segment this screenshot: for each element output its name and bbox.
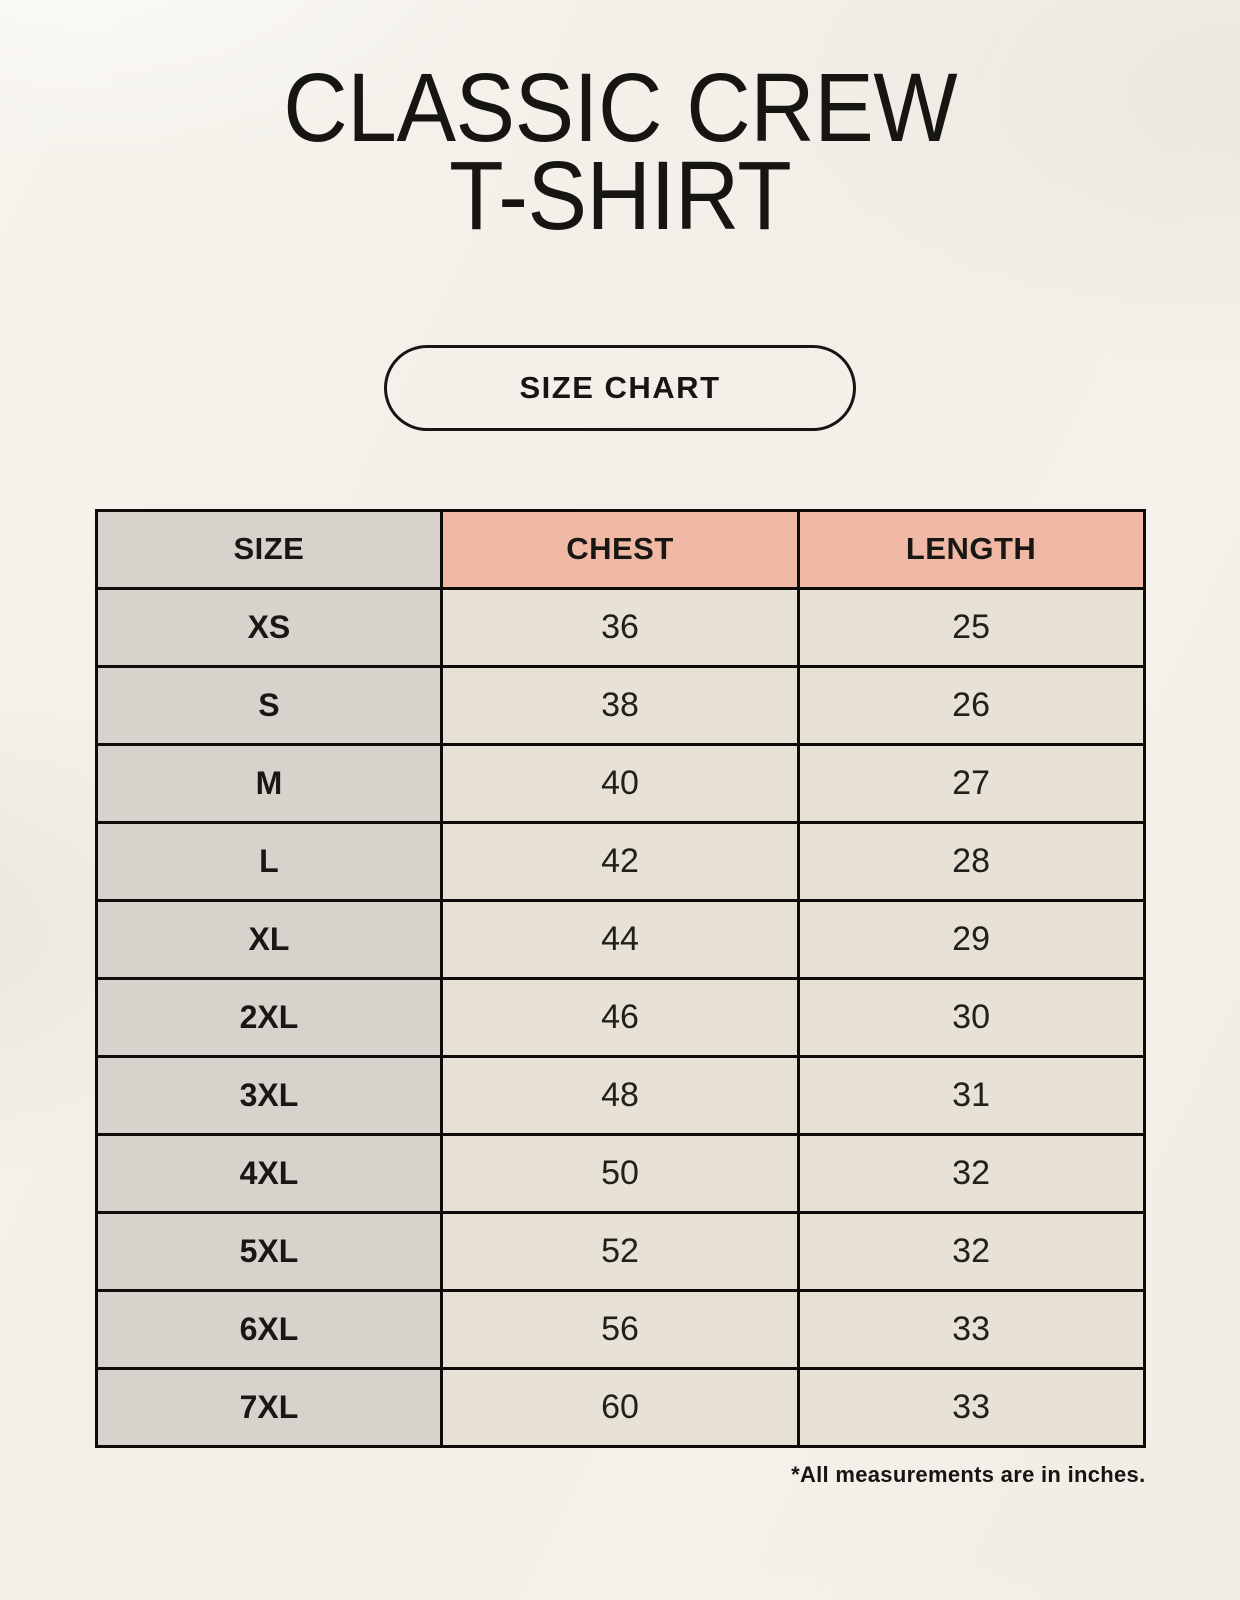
size-cell: M [96, 744, 442, 822]
chest-cell: 36 [442, 588, 798, 666]
size-chart-button[interactable] [384, 345, 856, 431]
chest-cell: 40 [442, 744, 798, 822]
table-row [96, 744, 1144, 822]
page-title-line1: CLASSIC CREW [283, 53, 957, 162]
chest-cell: 46 [442, 978, 798, 1056]
size-cell: 3XL [96, 1056, 442, 1134]
chest-cell: 56 [442, 1290, 798, 1368]
chest-cell: 52 [442, 1212, 798, 1290]
column-header-size: SIZE [96, 510, 442, 588]
length-cell: 27 [798, 744, 1144, 822]
page-title-line2: T-SHIRT [448, 141, 792, 251]
length-cell: 29 [798, 900, 1144, 978]
length-cell: 32 [798, 1134, 1144, 1212]
size-cell: L [96, 822, 442, 900]
table-row [96, 1134, 1144, 1212]
page-title [283, 53, 957, 251]
length-cell: 32 [798, 1212, 1144, 1290]
length-cell: 26 [798, 666, 1144, 744]
table-row [96, 900, 1144, 978]
table-row [96, 1056, 1144, 1134]
table-body [96, 588, 1144, 1446]
size-cell: 5XL [96, 1212, 442, 1290]
size-cell: 2XL [96, 978, 442, 1056]
length-cell: 30 [798, 978, 1144, 1056]
size-cell: 4XL [96, 1134, 442, 1212]
chest-cell: 42 [442, 822, 798, 900]
chest-cell: 50 [442, 1134, 798, 1212]
table-row [96, 822, 1144, 900]
chest-cell: 60 [442, 1368, 798, 1446]
length-cell: 33 [798, 1290, 1144, 1368]
length-cell: 33 [798, 1368, 1144, 1446]
chest-cell: 44 [442, 900, 798, 978]
size-chart-button-label: SIZE CHART [519, 369, 721, 405]
table-row [96, 1290, 1144, 1368]
size-cell: 7XL [96, 1368, 442, 1446]
length-cell: 31 [798, 1056, 1144, 1134]
table-row [96, 666, 1144, 744]
size-cell: S [96, 666, 442, 744]
column-header-length: LENGTH [798, 510, 1144, 588]
size-cell: 6XL [96, 1290, 442, 1368]
length-cell: 28 [798, 822, 1144, 900]
size-chart-table [95, 509, 1146, 1448]
table-header-row [96, 510, 1144, 588]
length-cell: 25 [798, 588, 1144, 666]
measurements-footnote: *All measurements are in inches. [791, 1461, 1146, 1487]
column-header-chest: CHEST [442, 510, 798, 588]
table-row [96, 1368, 1144, 1446]
table-row [96, 978, 1144, 1056]
size-chart-table-container [95, 509, 1146, 1448]
chest-cell: 48 [442, 1056, 798, 1134]
size-cell: XS [96, 588, 442, 666]
table-row [96, 588, 1144, 666]
table-row [96, 1212, 1144, 1290]
chest-cell: 38 [442, 666, 798, 744]
size-cell: XL [96, 900, 442, 978]
